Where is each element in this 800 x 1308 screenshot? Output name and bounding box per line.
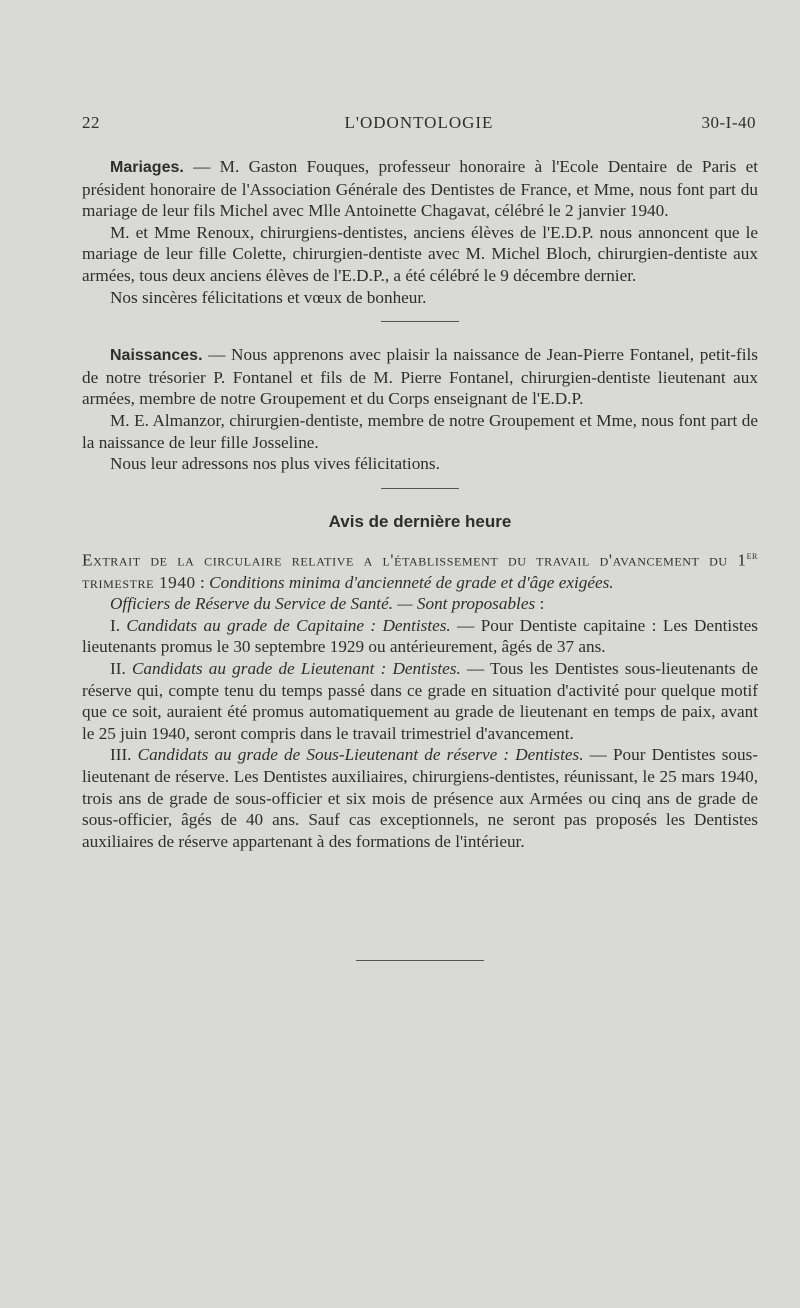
item-iii-number: III. <box>110 745 138 765</box>
item-ii-text: — Tous les Dentistes sous-lieutenants de réserve qui, compte tenu du temps passé dans ce grade en situation d'activité pour quelque motif que ce soit, auraient été promus automatiquement au grade de lieutenant en temps de paix, avant le 25 juin 1940, seront compris dans le travail trimestriel d'avancement. <box>82 659 759 743</box>
naissances-paragraph-1 <box>82 344 758 410</box>
page-number: 22 <box>82 113 100 132</box>
issue-date: 30-I-40 <box>701 113 756 132</box>
section-divider <box>381 321 459 322</box>
item-iii-title: Candidats au grade de Sous-Lieutenant de réserve : Dentistes. <box>137 745 584 765</box>
extrait-paragraph <box>82 546 758 593</box>
mariages-text-1: — M. Gaston Fouques, professeur honoraire à l'Ecole Dentaire de Paris et président honoraire de l'Association Générale des Dentistes de France, et Mme, nous font part du mariage de leur fils Michel avec Mlle Antoinette Chagavat, célébré le 2 janvier 1940. <box>82 157 758 221</box>
section-divider <box>381 488 459 489</box>
extrait-title-end: trimestre 1940 <box>82 572 196 592</box>
avis-heading: Avis de dernière heure <box>328 511 512 531</box>
running-header <box>82 113 756 139</box>
naissances-text-1: — Nous apprenons avec plaisir la naissance de Jean-Pierre Fontanel, petit-fils de notre trésorier P. Fontanel et fils de M. Pierre Fontanel, chirurgien-dentiste lieutenant aux armées, membre de notre Groupement et du Corps enseignant de l'E.D.P. <box>82 345 758 409</box>
item-i-paragraph <box>82 615 758 658</box>
item-i-title: Candidats au grade de Capitaine : Dentistes. <box>126 615 451 635</box>
naissances-lead: Naissances. <box>110 347 203 365</box>
item-i-text: — Pour Dentiste capitaine : Les Dentistes lieutenants promus le 30 septembre 1929 ou antérieurement, âgés de 37 ans. <box>82 615 758 657</box>
extrait-superscript: er <box>746 550 758 563</box>
end-divider <box>356 960 484 961</box>
officiers-heading: Officiers de Réserve du Service de Santé. — Sont proposables <box>110 594 536 614</box>
extrait-title: Extrait de la circulaire relative a l'établissement du travail d'avancement du 1 <box>82 551 747 571</box>
item-iii-paragraph <box>82 744 758 852</box>
naissances-paragraph-3: Nous leur adressons nos plus vives félicitations. <box>110 454 440 474</box>
article-body <box>82 156 758 961</box>
officiers-colon: : <box>535 594 545 614</box>
naissances-paragraph-2: M. E. Almanzor, chirurgien-dentiste, membre de notre Groupement et Mme, nous font part de la naissance de leur fille Josseline. <box>82 410 758 452</box>
mariages-paragraph-2: M. et Mme Renoux, chirurgiens-dentistes, anciens élèves de l'E.D.P. nous annoncent que le mariage de leur fille Colette, chirurgien-dentiste avec M. Michel Bloch, chirurgien-dentiste aux armées, tous deux anciens élèves de l'E.D.P., a été célébré le 9 décembre dernier. <box>82 222 758 285</box>
extrait-subject: Conditions minima d'ancienneté de grade et d'âge exigées. <box>209 572 614 592</box>
item-i-number: I. <box>110 615 127 635</box>
mariages-paragraph-1 <box>82 156 758 222</box>
mariages-lead: Mariages. <box>110 159 184 176</box>
item-ii-title: Candidats au grade de Lieutenant : Dentistes. <box>131 659 461 679</box>
mariages-paragraph-3: Nos sincères félicitations et vœux de bonheur. <box>110 287 427 307</box>
officiers-paragraph <box>82 593 758 615</box>
item-ii-number: II. <box>110 659 132 679</box>
item-ii-paragraph <box>82 658 758 744</box>
running-title: L'ODONTOLOGIE <box>344 113 494 132</box>
item-iii-text: — Pour Dentistes sous-lieutenant de réserve. Les Dentistes auxiliaires, chirurgiens-dentistes, réunissant, le 25 mars 1940, trois ans de grade de sous-officier et six mois de présence aux Armées ou cinq ans de grade de sous-officier, âgés de 40 ans. Sauf cas exceptionnels, ne seront pas proposés les Dentistes auxiliaires de réserve appartenant à des formations de l'intérieur. <box>82 745 759 851</box>
extrait-colon: : <box>195 572 210 592</box>
